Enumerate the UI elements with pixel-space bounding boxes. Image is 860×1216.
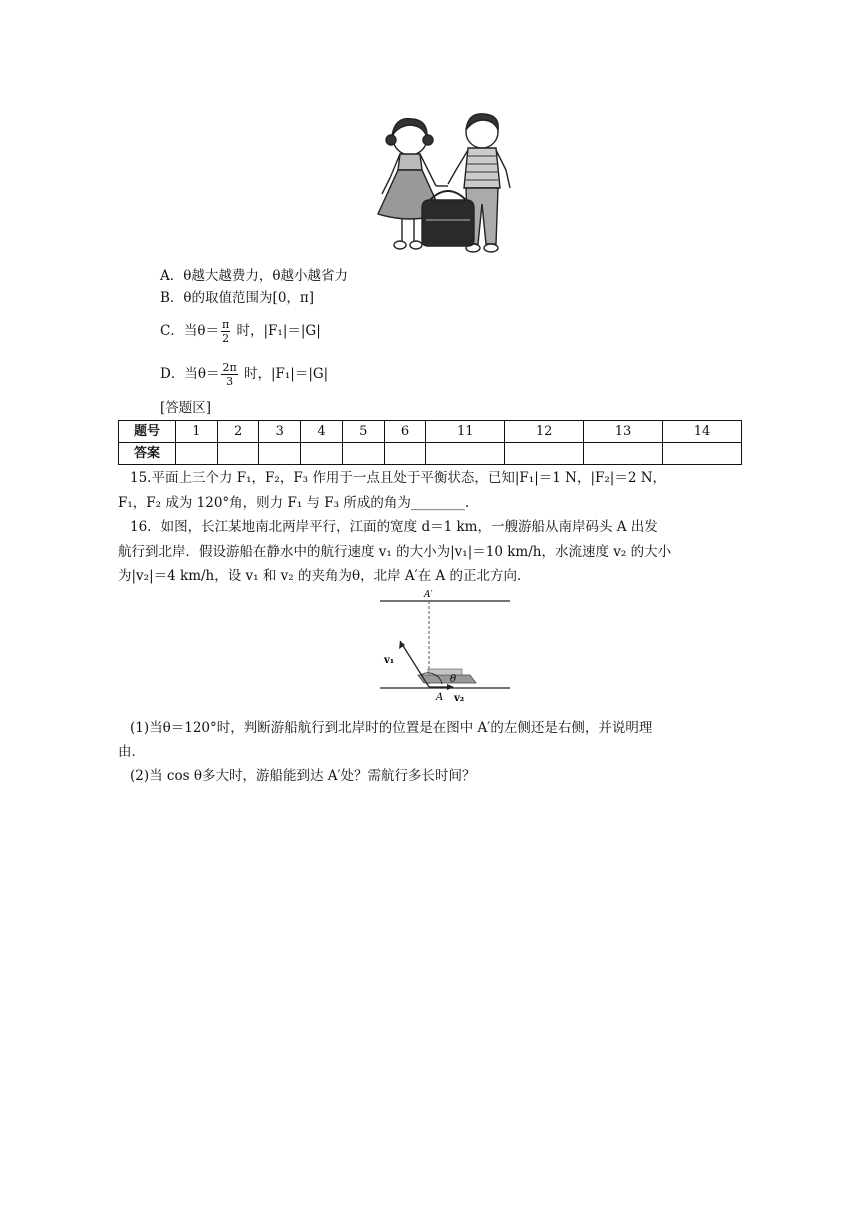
answer-cell[interactable]	[384, 443, 426, 465]
option-d-suffix: 时，|F₁|＝|G|	[239, 366, 329, 382]
q15-line-1: 15.平面上三个力 F₁，F₂，F₃ 作用于一点且处于平衡状态，已知|F₁|＝1 N，|F₂|＝2 N，	[130, 470, 667, 486]
answer-cell[interactable]	[662, 443, 741, 465]
question-number: 2	[217, 421, 259, 443]
v2-label: v₂	[454, 693, 465, 704]
answer-cell[interactable]	[259, 443, 301, 465]
answer-header: 答案	[119, 443, 176, 465]
answer-area-label: [答题区]	[160, 400, 212, 416]
option-c-suffix: 时，|F₁|＝|G|	[232, 323, 321, 339]
river-crossing-diagram	[376, 587, 516, 707]
question-number: 5	[342, 421, 384, 443]
children-carrying-bag-illustration	[370, 108, 520, 256]
a-label: A	[436, 692, 444, 703]
question-number: 14	[662, 421, 741, 443]
option-d-prefix: D．当θ＝	[160, 366, 220, 382]
option-d-numerator: 2π	[222, 361, 237, 374]
q15-line-2: F₁，F₂ 成为 120°角，则力 F₁ 与 F₃ 所成的角为________.	[118, 495, 470, 511]
question-number: 1	[176, 421, 218, 443]
answer-cell[interactable]	[301, 443, 343, 465]
q16-line-3: 为|v₂|＝4 km/h，设 v₁ 和 v₂ 的夹角为θ，北岸 A′在 A 的正北方向．	[118, 568, 531, 584]
option-b: B．θ的取值范围为[0，π]	[160, 290, 315, 306]
answer-cell[interactable]	[584, 443, 663, 465]
answer-cell[interactable]	[176, 443, 218, 465]
question-number: 11	[426, 421, 505, 443]
option-d-fraction	[221, 361, 237, 388]
q16-line-1: 16．如图，长江某地南北两岸平行，江面的宽度 d＝1 km，一艘游船从南岸码头 A 出发	[130, 519, 658, 535]
answer-cell[interactable]	[505, 443, 584, 465]
v1-arrow	[400, 641, 429, 687]
question-number: 3	[259, 421, 301, 443]
theta-label: θ	[450, 674, 457, 685]
boat-shape	[418, 675, 476, 683]
question-number: 13	[584, 421, 663, 443]
q16-line-2: 航行到北岸．假设游船在静水中的航行速度 v₁ 的大小为|v₁|＝10 km/h，水流速度 v₂ 的大小	[118, 544, 672, 560]
v1-label: v₁	[384, 655, 395, 666]
answer-cell[interactable]	[342, 443, 384, 465]
option-c	[160, 318, 321, 345]
option-c-denominator: 2	[222, 332, 230, 345]
option-a: A．θ越大越费力，θ越小越省力	[160, 268, 349, 284]
option-c-fraction	[221, 318, 230, 345]
answer-table	[118, 420, 742, 465]
answer-table-header-row	[119, 421, 742, 443]
q16-sub1-line-1: (1)当θ＝120°时，判断游船航行到北岸时的位置是在图中 A′的左侧还是右侧，并说明理	[130, 720, 653, 736]
q16-sub1-line-2: 由．	[118, 744, 145, 760]
answer-cell[interactable]	[217, 443, 259, 465]
option-d	[160, 361, 328, 388]
question-number: 4	[301, 421, 343, 443]
option-d-denominator: 3	[226, 375, 234, 388]
a-prime-label: A′	[424, 590, 433, 600]
answer-table-answer-row	[119, 443, 742, 465]
option-c-prefix: C．当θ＝	[160, 323, 219, 339]
question-number: 6	[384, 421, 426, 443]
question-number: 12	[505, 421, 584, 443]
answer-cell[interactable]	[426, 443, 505, 465]
q16-sub2: (2)当 cos θ多大时，游船能到达 A′处？需航行多长时间？	[130, 768, 476, 784]
question-number-header: 题号	[119, 421, 176, 443]
option-c-numerator: π	[221, 318, 230, 331]
